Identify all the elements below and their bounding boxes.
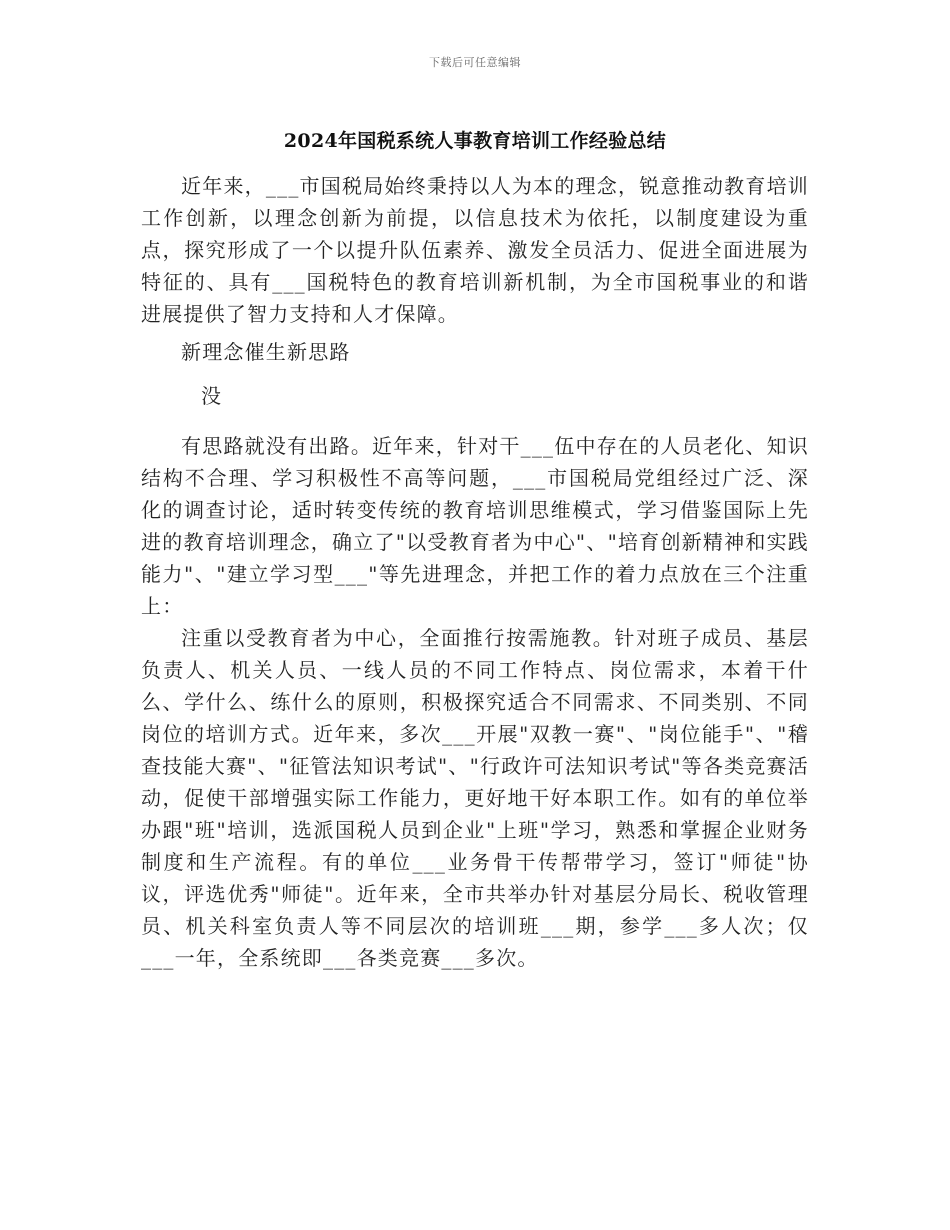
intro-paragraph: 近年来，___市国税局始终秉持以人为本的理念，锐意推动教育培训工作创新，以理念创新为前提，以信息技术为依托，以制度建设为重点，探究形成了一个以提升队伍素养、激发全员活力、促进全面进展为特征的、具有___国税特色的教育培训新机制，为全市国税事业的和谐进展提供了智力支持和人才保障。 bbox=[141, 174, 809, 326]
body-paragraph: 注重以受教育者为中心，全面推行按需施教。针对班子成员、基层负责人、机关人员、一线人员的不同工作特点、岗位需求，本着干什么、学什么、练什么的原则，积极探究适合不同需求、不同类别、不同岗位的培训方式。近年来，多次___开展"双教一赛"、"岗位能手"、"稽查技能大赛"、"征管法知识考试"、"行政许可法知识考试"等各类竞赛活动，促使干部增强实际工作能力，更好地干好本职工作。如有的单位举办跟"班"培训，选派国税人员到企业"上班"学习，熟悉和掌握企业财务制度和生产流程。有的单位___业务骨干传帮带学习，签订"师徒"协议，评选优秀"师徒"。近年来，全市共举办针对基层分局长、税收管理员、机关科室负责人等不同层次的培训班___期，参学___多人次；仅___一年，全系统即___各类竞赛___多次。 bbox=[141, 626, 809, 970]
section-heading: 新理念催生新思路 bbox=[181, 340, 351, 364]
body-paragraph: 有思路就没有出路。近年来，针对干___伍中存在的人员老化、知识结构不合理、学习积极性不高等问题，___市国税局党组经过广泛、深化的调查讨论，适时转变传统的教育培训思维模式，学习借鉴国际上先进的教育培训理念，确立了"以受教育者为中心"、"培育创新精神和实践能力"、"建立学习型___"等先进理念，并把工作的着力点放在三个注重上： bbox=[141, 434, 809, 618]
page-header-note: 下载后可任意编辑 bbox=[429, 56, 521, 69]
document-body bbox=[141, 170, 809, 974]
drop-character: 没 bbox=[201, 384, 223, 408]
document-title: 2024年国税系统人事教育培训工作经验总结 bbox=[283, 130, 667, 152]
